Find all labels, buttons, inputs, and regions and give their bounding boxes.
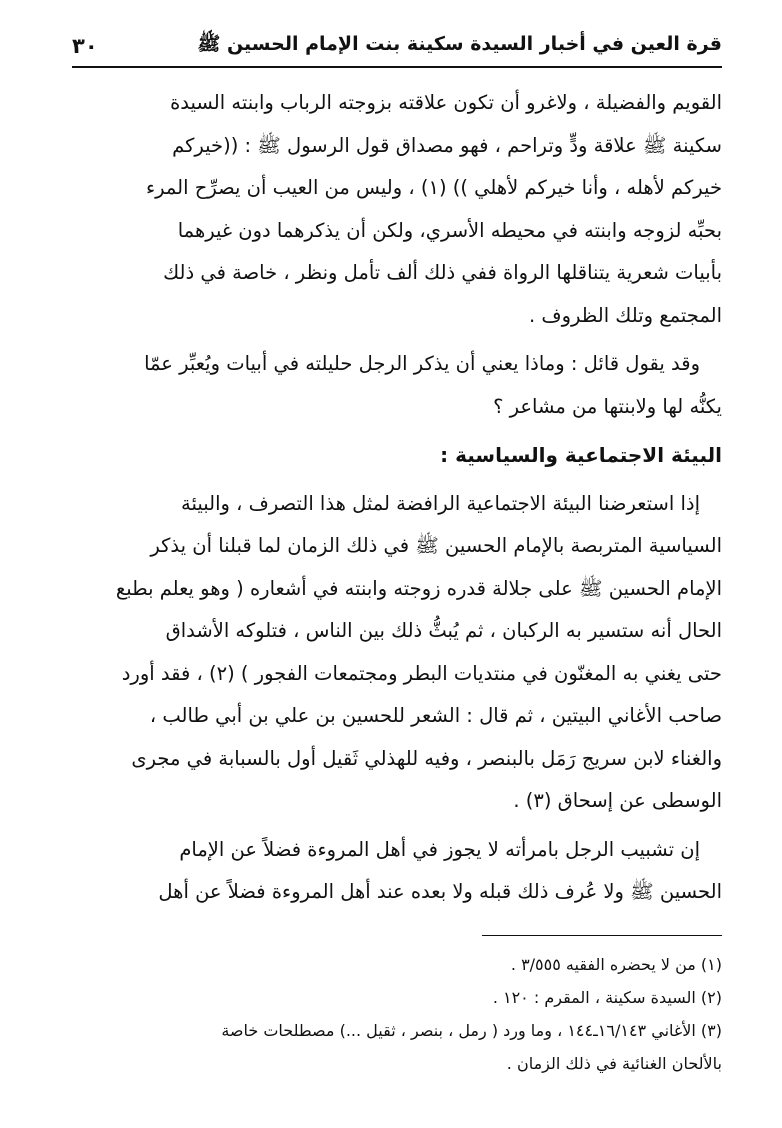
footnote-rule	[482, 935, 722, 936]
footnote-3: (٣) الأغاني ١٦/١٤٣ـ١٤٤ ، وما ورد ( رمل ، بنصر ، ثقيل ...) مصطلحات خاصة بالألحان الغنائية في ذلك الزمان .	[221, 1021, 722, 1073]
page-number: ٣٠	[72, 34, 98, 58]
footnotes	[80, 948, 722, 1080]
footnote-2: (٢) السيدة سكينة ، المقرم : ١٢٠ .	[492, 988, 722, 1007]
footnote-1: (١) من لا يحضره الفقيه ٣/٥٥٥ .	[510, 955, 722, 974]
main-text	[62, 82, 722, 920]
running-header	[72, 26, 722, 66]
header-rule	[72, 66, 722, 68]
section-heading: البيئة الاجتماعية والسياسية :	[440, 443, 722, 467]
paragraph-3: إذا استعرضنا البيئة الاجتماعية الرافضة لمثل هذا التصرف ، والبيئة السياسية المتربصة بالإمام الحسين ﷺ في ذلك الزمان لما قبلنا أن يذكر الإمام الحسين ﷺ على جلالة قدره زوجته وابنته في أشعاره ( وهو يعلم بطبع الحال أنه ستسير به الركبان ، ثم يُبثُّ ذلك بين الناس ، فتلوكه الأشداق حتى يغني به المغنّون في منتديات البطر ومجتمعات الفجور ) (٢) ، فقد أورد صاحب الأغاني البيتين ، ثم قال : الشعر للحسين بن علي بن أبي طالب ، والغناء لابن سريج رَمَل بالبنصر ، وفيه للهذلي ثَقيل أول بالسبابة في مجرى الوسطى عن إسحاق (٣) .	[115, 491, 722, 812]
paragraph-4: إن تشبيب الرجل بامرأته لا يجوز في أهل المروءة فضلاً عن الإمام الحسين ﷺ ولا عُرف ذلك قبله ولا بعده عند أهل المروءة فضلاً عن أهل	[158, 837, 722, 903]
paragraph-2: وقد يقول قائل : وماذا يعني أن يذكر الرجل حليلته في أبيات ويُعبِّر عمّا يكنُّه لها ولابنتها من مشاعر ؟	[144, 352, 722, 418]
running-header-title: قرة العين في أخبار السيدة سكينة بنت الإمام الحسين ﷺ	[197, 33, 722, 55]
paragraph-1: القويم والفضيلة ، ولاغرو أن تكون علاقته بزوجته الرباب وابنته السيدة سكينة ﷺ علاقة ودٍّ وتراحم ، فهو مصداق قول الرسول ﷺ : ((خيركم خيركم لأهله ، وأنا خيركم لأهلي )) (١) ، وليس من العيب أن يصرِّح المرء بحبِّه لزوجه وابنته في محيطه الأسري، ولكن أن يذكرهما دون غيرهما بأبيات شعرية يتناقلها الرواة ففي ذلك ألف تأمل ونظر ، خاصة في ذلك المجتمع وتلك الظروف .	[145, 91, 722, 327]
